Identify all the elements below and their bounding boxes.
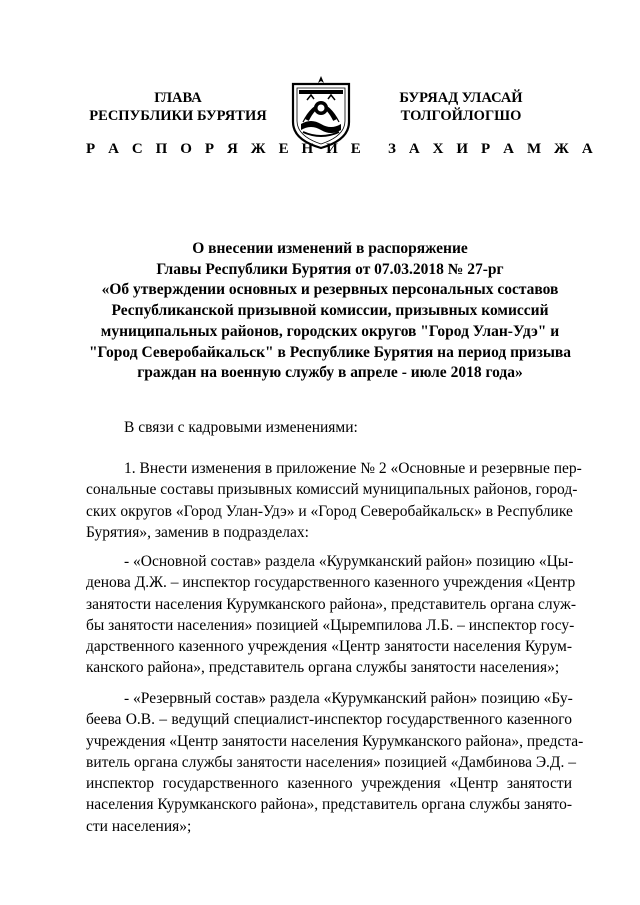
sub1-line: канского района», представитель органа службы занятости населения»; <box>86 659 560 677</box>
sub1-line: денова Д.Ж. – инспектор государственного казенного учреждения «Центр <box>86 574 576 592</box>
title-line: О внесении изменений в распоряжение <box>192 240 468 257</box>
sub1-line: бы занятости населения» позицией «Цыремпилова Л.Б. – инспектор госу- <box>86 616 575 634</box>
sub2-line: беева О.В. – ведущий специалист-инспектор государственного казенного <box>86 711 572 729</box>
coat-of-arms-icon <box>285 74 357 150</box>
sub2-line: витель органа службы занятости населения» позицией «Дамбинова Э.Д. – <box>86 753 576 771</box>
sub1-line: - «Основной состав» раздела «Курумканский район» позицию «Цы- <box>124 553 574 570</box>
title-line: Республиканской призывной комиссии, призывных комиссий <box>111 302 549 320</box>
header-left-block <box>78 89 278 125</box>
header-right-line2: ТОЛГОЙЛОГШО <box>400 108 522 124</box>
title-line: муниципальных районов, городских округов "Город Улан-Удэ" и <box>100 322 560 340</box>
sub2-line: учреждения «Центр занятости населения Курумканского района», предста- <box>86 732 584 750</box>
item1-line: сональные составы призывных комиссий муниципальных районов, город- <box>86 481 578 499</box>
header-right-block <box>366 89 556 125</box>
item1-line: Бурятия», заменив в подразделах: <box>86 523 309 541</box>
title-line: граждан на военную службу в апреле - июле 2018 года» <box>137 364 523 382</box>
header-left-line1: ГЛАВА <box>154 90 202 106</box>
intro-line: В связи с кадровыми изменениями: <box>124 419 358 436</box>
header-right-line1: БУРЯАД УЛАСАЙ <box>399 90 523 106</box>
sub2-line: населения Курумканского района», представитель органа службы занято- <box>86 796 572 814</box>
header-left-line2: РЕСПУБЛИКИ БУРЯТИЯ <box>89 108 267 124</box>
sub2-line: - «Резервный состав» раздела «Курумканский район» позицию «Бу- <box>124 690 573 707</box>
document-title <box>70 239 590 384</box>
item1-line: ских округов «Город Улан-Удэ» и «Город Северобайкальск» в Республике <box>86 502 573 520</box>
doc-type-left: Р А С П О Р Я Ж Е Н И Е <box>86 141 366 157</box>
item1-paragraph <box>86 458 582 543</box>
title-line: Главы Республики Бурятия от 07.03.2018 № 27-рг <box>156 260 504 278</box>
title-line: "Город Северобайкальск" в Республике Бурятия на период призыва <box>88 343 572 361</box>
title-line: «Об утверждении основных и резервных персональных составов <box>101 281 559 299</box>
sub2-line: инспектор государственного казенного учреждения «Центр занятости <box>86 775 572 793</box>
subsection2-paragraph <box>86 688 584 837</box>
subsection1-paragraph <box>86 551 576 679</box>
sub1-line: занятости населения Курумканского района», представитель органа служ- <box>86 595 576 613</box>
intro-paragraph <box>86 417 572 438</box>
sub1-line: дарственного казенного учреждения «Центр занятости населения Курум- <box>86 638 572 656</box>
doc-type-right: З А Х И Р А М Ж А <box>388 141 598 157</box>
sub2-line: сти населения»; <box>86 817 192 835</box>
item1-line: 1. Внести изменения в приложение № 2 «Основные и резервные пер- <box>124 460 582 477</box>
